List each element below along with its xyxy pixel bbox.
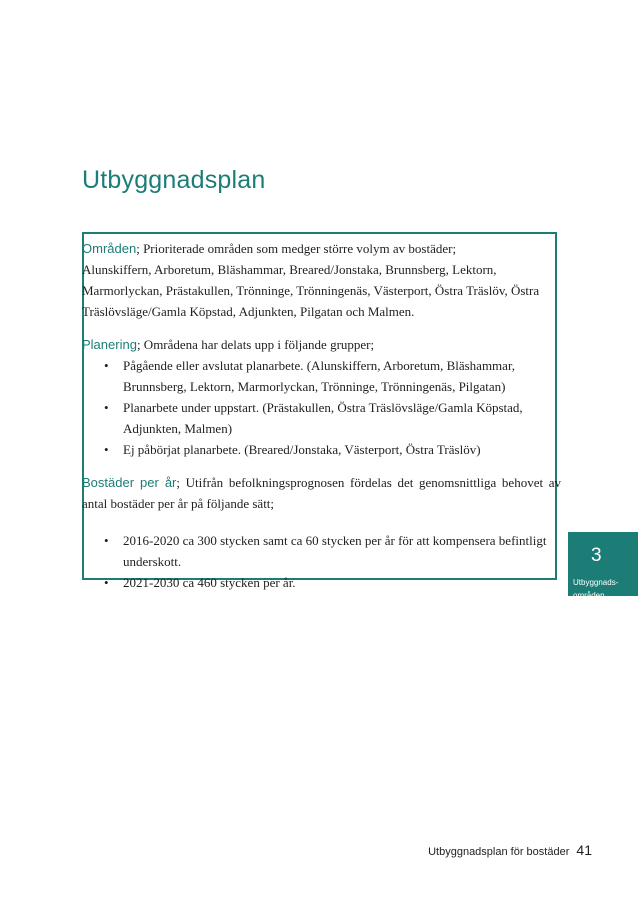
planering-list <box>82 355 567 460</box>
chapter-label-line: Utbyggnads- <box>573 578 619 587</box>
info-box-content <box>82 238 567 593</box>
chapter-label-line: områden <box>573 591 605 600</box>
section-bostader <box>82 472 567 514</box>
chapter-tab <box>568 532 638 600</box>
section-planering <box>82 334 567 460</box>
planering-heading: Planering <box>82 337 137 352</box>
list-item-line: Adjunkten, Malmen) <box>123 421 233 436</box>
omraden-intro: ; Prioriterade områden som medger större volym av bostäder; <box>136 241 457 256</box>
bostader-paragraph <box>82 472 561 514</box>
omraden-line: Alunskiffern, Arboretum, Bläshammar, Breared/Jonstaka, Brunnsberg, Lektorn, <box>82 262 497 277</box>
list-item-line: underskott. <box>123 554 182 569</box>
footer-text: Utbyggnadsplan för bostäder <box>428 846 570 858</box>
omraden-heading: Områden <box>82 241 137 256</box>
list-item-line: • 2016-2020 ca 300 stycken samt ca 60 stycken per år för att kompensera befintligt <box>123 533 547 548</box>
list-item <box>82 572 567 593</box>
page-footer <box>428 842 592 858</box>
list-item-line: • 2021-2030 ca 460 stycken per år. <box>123 575 296 590</box>
planering-line <box>82 334 567 355</box>
list-item-line: • Planarbete under uppstart. (Prästakullen, Östra Träslövsläge/Gamla Köpstad, <box>123 400 523 415</box>
chapter-label <box>573 576 618 602</box>
list-item <box>82 439 567 460</box>
list-item <box>82 355 567 397</box>
omraden-line: Träslövsläge/Gamla Köpstad, Adjunkten, Pilgatan och Malmen. <box>82 304 415 319</box>
page-number: 41 <box>576 842 592 858</box>
list-item-line: Brunnsberg, Lektorn, Marmorlyckan, Trönninge, Trönningenäs, Pilgatan) <box>123 379 506 394</box>
omraden-line: Marmorlyckan, Prästakullen, Trönninge, Trönningenäs, Västerport, Östra Träslöv, Östra <box>82 283 540 298</box>
bostader-text: ; Utifrån befolkningsprognosen fördelas det genomsnittliga behovet av antal bostäder per år på följande sätt; <box>82 475 561 511</box>
list-item <box>82 397 567 439</box>
chapter-number: 3 <box>591 545 602 566</box>
list-item-line: • Pågående eller avslutat planarbete. (Alunskiffern, Arboretum, Bläshammar, <box>123 358 515 373</box>
list-item <box>82 530 567 572</box>
planering-intro: ; Områdena har delats upp i följande grupper; <box>136 337 375 352</box>
list-item-line: • Ej påbörjat planarbete. (Breared/Jonstaka, Västerport, Östra Träslöv) <box>123 442 481 457</box>
page-title: Utbyggnadsplan <box>82 166 266 194</box>
section-omraden <box>82 238 567 322</box>
omraden-line <box>82 238 567 259</box>
bostader-heading: Bostäder per år <box>82 475 177 490</box>
bostader-list <box>82 530 567 593</box>
